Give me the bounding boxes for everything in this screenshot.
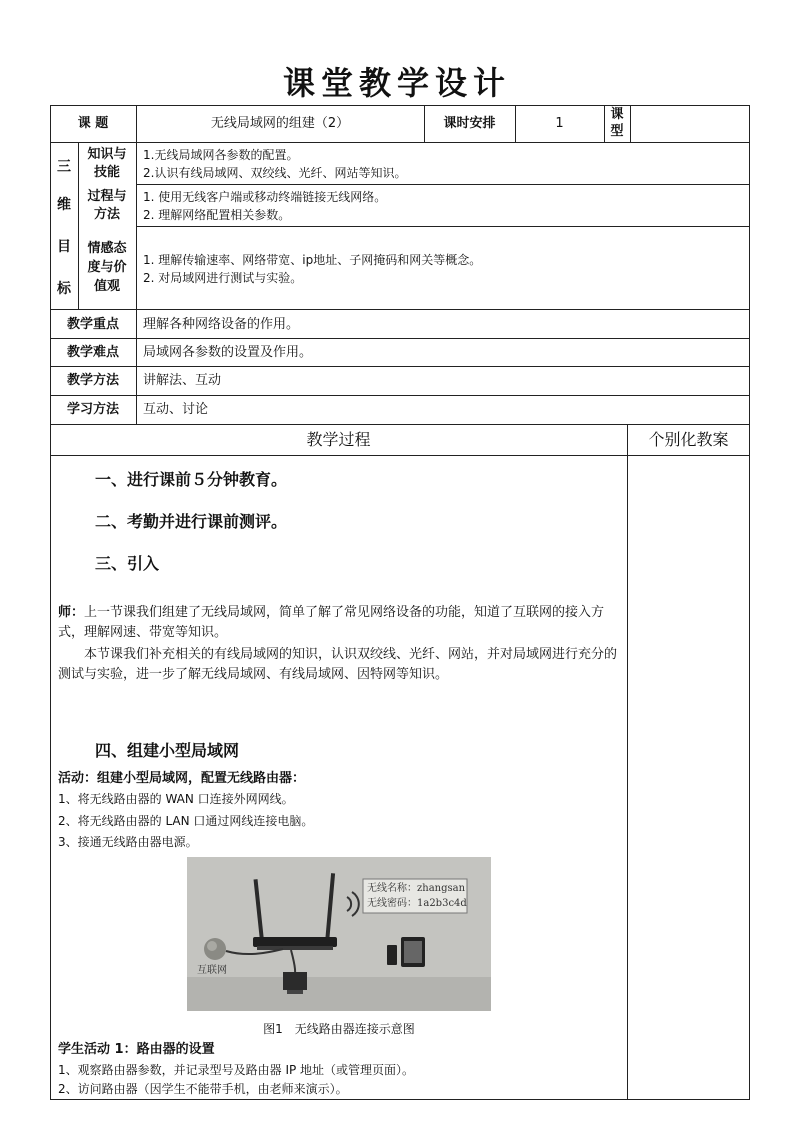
router-diagram-icon bbox=[187, 857, 491, 1011]
section-heading: 四、组建小型局域网 bbox=[95, 741, 240, 760]
three-dim-char: 三 bbox=[57, 159, 71, 175]
knowledge-label: 知识与 bbox=[87, 147, 127, 162]
col-divider bbox=[627, 424, 628, 1100]
row-divider bbox=[136, 226, 750, 227]
difficulty-label: 教学难点 bbox=[66, 345, 119, 360]
ssid-label: 无线名称：zhangsan bbox=[367, 883, 466, 894]
study-value: 互动、讨论 bbox=[143, 402, 209, 417]
activity-step: 2、将无线路由器的 LAN 口通过网线连接电脑。 bbox=[58, 814, 314, 828]
activity-step: 1、将无线路由器的 WAN 口连接外网网线。 bbox=[58, 792, 294, 806]
row-divider bbox=[50, 366, 750, 367]
activity-step: 3、接通无线路由器电源。 bbox=[58, 835, 198, 849]
three-dim-char: 标 bbox=[57, 281, 71, 297]
hours-value: 1 bbox=[555, 116, 564, 131]
col-divider bbox=[630, 105, 631, 142]
emotion-line: 2. 对局域网进行测试与实验。 bbox=[143, 271, 303, 285]
personal-header: 个别化教案 bbox=[648, 430, 729, 449]
row-divider bbox=[50, 395, 750, 396]
router-figure bbox=[187, 857, 491, 1011]
emotion-label: 值观 bbox=[93, 279, 120, 294]
method-label: 教学方法 bbox=[66, 373, 119, 388]
key-point-label: 教学重点 bbox=[66, 317, 119, 332]
row-divider bbox=[50, 338, 750, 339]
activity-title: 活动：组建小型局域网，配置无线路由器： bbox=[58, 771, 306, 786]
teacher-paragraph bbox=[58, 603, 624, 643]
three-dim-char: 维 bbox=[57, 197, 71, 213]
difficulty-value: 局域网各参数的设置及作用。 bbox=[143, 345, 313, 360]
figure-caption: 图1 无线路由器连接示意图 bbox=[263, 1022, 415, 1036]
section-heading: 三、引入 bbox=[95, 554, 160, 573]
row-divider bbox=[50, 424, 750, 425]
study-label: 学习方法 bbox=[66, 402, 119, 417]
knowledge-line: 2.认识有线局域网、双绞线、光纤、网站等知识。 bbox=[143, 166, 407, 180]
knowledge-label: 技能 bbox=[93, 165, 120, 180]
row-divider bbox=[136, 184, 750, 185]
process-line: 1. 使用无线客户端或移动终端链接无线网络。 bbox=[143, 190, 387, 204]
process-label: 方法 bbox=[93, 207, 120, 222]
process-label: 过程与 bbox=[87, 189, 127, 204]
type-label: 课型 bbox=[610, 107, 624, 139]
page-title: 课堂教学设计 bbox=[282, 64, 511, 102]
process-line: 2. 理解网络配置相关参数。 bbox=[143, 208, 291, 222]
col-divider bbox=[136, 105, 137, 424]
section-heading: 二、考勤并进行课前测评。 bbox=[95, 512, 288, 531]
three-dim-char: 目 bbox=[57, 239, 71, 255]
hours-label: 课时安排 bbox=[443, 116, 496, 131]
topic-label: 课 题 bbox=[77, 116, 109, 131]
emotion-label: 度与价 bbox=[87, 260, 127, 275]
student-activity-title: 学生活动 1：路由器的设置 bbox=[58, 1042, 215, 1057]
student-step: 1、观察路由器参数，并记录型号及路由器 IP 地址（或管理页面）。 bbox=[58, 1063, 415, 1077]
knowledge-line: 1.无线局域网各参数的配置。 bbox=[143, 148, 299, 162]
row-divider bbox=[50, 455, 750, 456]
section-heading: 一、进行课前５分钟教育。 bbox=[95, 470, 288, 489]
topic-value: 无线局域网的组建（2） bbox=[210, 116, 350, 131]
row-divider bbox=[50, 142, 750, 143]
emotion-label: 情感态 bbox=[87, 241, 127, 256]
method-value: 讲解法、互动 bbox=[143, 373, 222, 388]
teacher-label: 师： bbox=[58, 605, 85, 620]
student-step: 2、访问路由器（因学生不能带手机，由老师来演示）。 bbox=[58, 1082, 348, 1096]
emotion-line: 1. 理解传输速率、网络带宽、ip地址、子网掩码和网关等概念。 bbox=[143, 253, 482, 267]
password-label: 无线密码：1a2b3c4d bbox=[367, 898, 467, 909]
row-divider bbox=[50, 309, 750, 310]
key-point-value: 理解各种网络设备的作用。 bbox=[143, 317, 300, 332]
teacher-text: 上一节课我们组建了无线局域网，简单了解了常见网络设备的功能，知道了互联网的接入方式，理解网速、带宽等知识。 bbox=[58, 605, 605, 640]
process-header: 教学过程 bbox=[306, 430, 371, 449]
internet-label: 互联网 bbox=[197, 965, 227, 976]
teacher-paragraph-2: 本节课我们补充相关的有线局域网的知识，认识双绞线、光纤、网站，并对局域网进行充分的测试与实验，进一步了解无线局域网、有线局域网、因特网等知识。 bbox=[58, 647, 618, 682]
